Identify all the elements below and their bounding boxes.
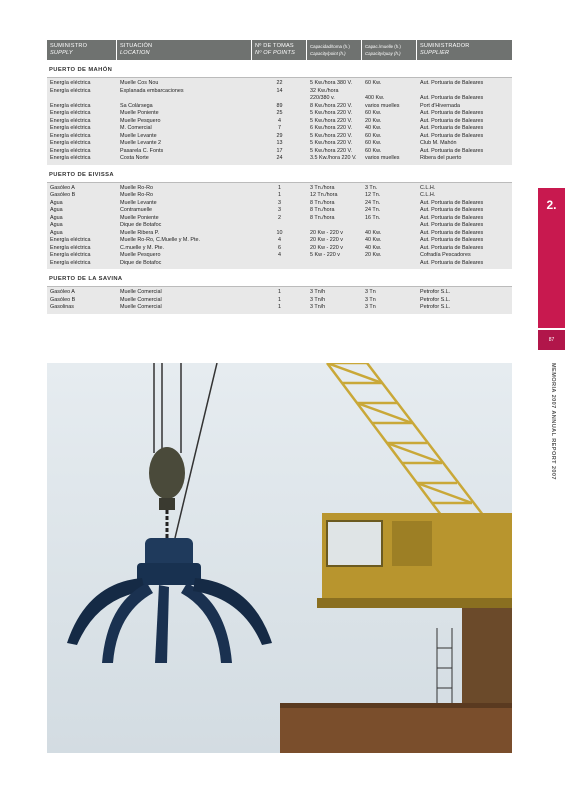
- crane-photo: [47, 363, 512, 753]
- table-row: [47, 260, 512, 268]
- table-row: [47, 237, 512, 245]
- table-cell: 14: [276, 87, 283, 94]
- table-cell: 40 Kw.: [365, 229, 382, 236]
- table-cell: 6 Kw./hora 220 V.: [310, 125, 353, 131]
- table-cell: varios muelles: [365, 102, 400, 109]
- table-cell: Aut. Portuaria de Baleares: [420, 214, 484, 221]
- table-row: [47, 155, 512, 163]
- table-row: [47, 192, 512, 200]
- table-cell: 60 Kw.: [365, 110, 382, 116]
- table-cell: Energía eléctrica: [50, 80, 91, 86]
- table-row: [47, 148, 512, 156]
- table-cell: 3: [278, 207, 281, 213]
- table-cell: 5 Kw./hora 380 V.: [310, 80, 353, 86]
- table-cell: [417, 88, 512, 96]
- header-supply: SUMINISTRO SUPPLY: [47, 40, 117, 60]
- table-row: [47, 110, 512, 118]
- table-header: [47, 40, 512, 60]
- table-cell: Energía eléctrica: [50, 102, 91, 109]
- table-row: [47, 289, 512, 297]
- table-cell: 10: [276, 229, 283, 236]
- table-cell: 3: [278, 199, 281, 206]
- table-cell: 24 Tn.: [365, 199, 381, 206]
- section-block: [47, 78, 512, 165]
- table-cell: 3 Tn/h: [310, 289, 326, 295]
- table-cell: 2: [278, 214, 281, 221]
- table-cell: Agua: [50, 222, 63, 228]
- table-cell: Contramuelle: [120, 207, 153, 213]
- table-row: [47, 207, 512, 215]
- table-cell: Muelle Levante: [120, 132, 157, 139]
- table-cell: Energía eléctrica: [50, 155, 91, 161]
- table-cell: Muelle Comercial: [120, 289, 162, 295]
- table-cell: 20 Kw - 220 v: [310, 229, 343, 236]
- chapter-tab: [538, 188, 565, 328]
- table-cell: 60 Kw.: [365, 140, 382, 146]
- table-cell: 3 Tn: [365, 304, 376, 310]
- table-row: [47, 297, 512, 305]
- table-cell: Aut. Portuaria de Baleares: [420, 80, 484, 86]
- table-cell: Petrofor S.L.: [420, 304, 451, 310]
- header-capacity-quay: Capac./muelle (h.) Capacity/quay (h.): [362, 40, 417, 60]
- table-cell: 20 Kw.: [365, 252, 382, 258]
- table-cell: Aut. Portuaria de Baleares: [420, 199, 484, 206]
- table-cell: Energía eléctrica: [50, 147, 91, 154]
- table-cell: 89: [276, 102, 283, 109]
- table-cell: 40 Kw.: [365, 125, 382, 131]
- table-cell: Aut. Portuaria de Baleares: [420, 222, 484, 228]
- table-cell: 60 Kw.: [365, 147, 382, 154]
- table-row: [47, 185, 512, 193]
- table-cell: 220/380 v.: [310, 95, 335, 101]
- table-cell: Muelle Ro-Ro: [120, 192, 153, 198]
- table-cell: Energía eléctrica: [50, 252, 91, 258]
- table-cell: 8 Tn./hora: [310, 199, 335, 206]
- table-row: [47, 103, 512, 111]
- table-cell: Port d'Hivernada: [420, 102, 460, 109]
- table-cell: Gasóleo A: [50, 289, 75, 295]
- table-row: [47, 252, 512, 260]
- section-title: PUERTO DE MAHÓN: [47, 60, 512, 78]
- table-cell: Muelle Comercial: [120, 296, 162, 303]
- section-title: PUERTO DE LA SAVINA: [47, 269, 512, 287]
- table-cell: Pasarela C. Fonts: [120, 147, 164, 154]
- table-cell: Aut. Portuaria de Baleares: [420, 207, 484, 213]
- table-cell: Aut. Portuaria de Baleares: [420, 132, 484, 139]
- table-cell: 5 Kw./hora 220 V.: [310, 110, 353, 116]
- table-cell: Gasóleo B: [50, 192, 76, 198]
- table-cell: 1: [278, 192, 281, 198]
- table-cell: Sa Colàrsega: [120, 102, 153, 109]
- table-cell: Aut. Portuaria de Baleares: [420, 95, 484, 101]
- table-cell: 20 Kw - 220 v: [310, 244, 343, 251]
- table-cell: [307, 260, 362, 268]
- table-row: [47, 215, 512, 223]
- table-row: [47, 95, 512, 103]
- table-cell: [117, 95, 252, 103]
- table-cell: Energía eléctrica: [50, 117, 91, 124]
- table-cell: Gasóleo B: [50, 296, 76, 303]
- table-cell: [362, 88, 417, 96]
- table-cell: M. Comercial: [120, 125, 152, 131]
- table-cell: 5 Kw./hora 220 V.: [310, 140, 353, 146]
- table-cell: 1: [278, 304, 281, 310]
- table-row: [47, 80, 512, 88]
- table-cell: 5 Kw./hora 220 V.: [310, 117, 353, 124]
- table-row: [47, 230, 512, 238]
- table-cell: 20 Kw.: [365, 117, 382, 124]
- page-number: 87: [538, 330, 565, 350]
- table-cell: Muelle Cos Nou: [120, 80, 159, 86]
- table-cell: Gasolinas: [50, 304, 74, 310]
- table-cell: 1: [278, 184, 281, 191]
- table-cell: 16 Tn.: [365, 214, 381, 221]
- table-cell: Petrofor S.L.: [420, 289, 451, 295]
- table-cell: Explanada embarcaciones: [120, 87, 184, 94]
- table-cell: Club M. Mahón: [420, 140, 457, 146]
- table-row: [47, 125, 512, 133]
- table-cell: Aut. Portuaria de Baleares: [420, 117, 484, 124]
- table-cell: Ribera del puerto: [420, 155, 462, 161]
- header-points: Nº DE TOMAS Nº OF POINTS: [252, 40, 307, 60]
- table-cell: C.muelle y M. Pte.: [120, 244, 165, 251]
- table-cell: 22: [276, 80, 283, 86]
- table-cell: Aut. Portuaria de Baleares: [420, 147, 484, 154]
- table-cell: 40 Kw.: [365, 237, 382, 243]
- table-cell: [307, 222, 362, 230]
- table-cell: Dique de Botafoc: [120, 259, 162, 266]
- table-cell: 60 Kw.: [365, 80, 382, 86]
- table-cell: Agua: [50, 229, 63, 236]
- table-cell: Aut. Portuaria de Baleares: [420, 125, 484, 131]
- table-cell: C.L.H.: [420, 184, 436, 191]
- table-row: [47, 200, 512, 208]
- table-cell: 17: [276, 147, 283, 154]
- table-cell: 12 Tn./hora: [310, 192, 338, 198]
- table-row: [47, 133, 512, 141]
- table-cell: 20 Kw - 220 v: [310, 237, 343, 243]
- table-cell: 12 Tn.: [365, 192, 381, 198]
- table-cell: Muelle Comercial: [120, 304, 162, 310]
- table-cell: C.L.H.: [420, 192, 436, 198]
- table-cell: [362, 222, 417, 230]
- table-cell: Muelle Poniente: [120, 214, 159, 221]
- table-cell: 8 Kw./hora 220 V.: [310, 102, 353, 109]
- table-cell: 25: [276, 110, 283, 116]
- table-cell: [362, 260, 417, 268]
- table-cell: Dique de Botafoc: [120, 222, 162, 228]
- table-cell: Muelle Ro-Ro: [120, 184, 153, 191]
- table-cell: 24 Tn.: [365, 207, 381, 213]
- table-cell: varios muelles: [365, 155, 400, 161]
- table-cell: Muelle Poniente: [120, 110, 159, 116]
- table-cell: Energía eléctrica: [50, 259, 91, 266]
- table-cell: 3 Tn./hora: [310, 184, 335, 191]
- table-cell: Energía eléctrica: [50, 110, 91, 116]
- table-cell: 3.5 Kw./hora 220 V.: [310, 155, 357, 161]
- header-capacity-point: Capacidad/toma (h.) Capacity/point (h.): [307, 40, 362, 60]
- table-cell: [252, 95, 307, 103]
- table-cell: 40 Kw.: [365, 244, 382, 251]
- table-cell: Aut. Portuaria de Baleares: [420, 259, 484, 266]
- table-cell: 5 Kw - 220 v: [310, 252, 340, 258]
- table-cell: 13: [276, 140, 283, 146]
- table-cell: Muelle Pesquero: [120, 117, 161, 124]
- table-cell: Energía eléctrica: [50, 132, 91, 139]
- table-cell: 8 Tn./hora: [310, 214, 335, 221]
- table-row: [47, 222, 512, 230]
- table-cell: 1: [278, 296, 281, 303]
- table-cell: Aut. Portuaria de Baleares: [420, 229, 484, 236]
- table-cell: Agua: [50, 207, 63, 213]
- chapter-number: 2.: [546, 198, 557, 212]
- table-cell: Muelle Levante: [120, 199, 157, 206]
- table-cell: Energía eléctrica: [50, 125, 91, 131]
- table-cell: Muelle Levante 2: [120, 140, 162, 146]
- table-cell: 3 Tn/h: [310, 296, 326, 303]
- table-row: [47, 118, 512, 126]
- table-cell: [252, 222, 307, 230]
- header-location: SITUACIÓN LOCATION: [117, 40, 252, 60]
- header-supplier: SUMINISTRADOR SUPPLIER: [420, 43, 470, 56]
- supply-table: [47, 40, 512, 314]
- section-block: [47, 287, 512, 314]
- table-cell: 29: [276, 132, 283, 139]
- table-cell: 32 Kw./hora: [310, 87, 339, 94]
- table-cell: Muelle Pesquero: [120, 252, 161, 258]
- report-title: MEMORIA 2007 ANNUAL REPORT 2007: [550, 363, 556, 480]
- table-cell: 3 Tn: [365, 289, 376, 295]
- table-cell: [47, 95, 117, 103]
- table-cell: Agua: [50, 214, 63, 221]
- table-cell: 3 Tn/h: [310, 304, 326, 310]
- table-cell: Costa Norte: [120, 155, 149, 161]
- table-cell: Muelle Ribera P.: [120, 229, 160, 236]
- table-cell: 8 Tn./hora: [310, 207, 335, 213]
- section-title: PUERTO DE EIVISSA: [47, 165, 512, 183]
- table-cell: Energía eléctrica: [50, 140, 91, 146]
- table-cell: Aut. Portuaria de Baleares: [420, 110, 484, 116]
- table-cell: 400 Kw.: [365, 95, 385, 101]
- table-cell: 4: [278, 252, 281, 258]
- table-cell: 6: [278, 244, 281, 251]
- table-row: [47, 245, 512, 253]
- table-cell: Energía eléctrica: [50, 244, 91, 251]
- table-cell: 24: [276, 155, 283, 161]
- table-cell: Energía eléctrica: [50, 237, 91, 243]
- table-cell: 5 Kw./hora 220 V.: [310, 132, 353, 139]
- table-row: [47, 304, 512, 312]
- table-cell: 4: [278, 237, 281, 243]
- table-cell: Gasóleo A: [50, 184, 75, 191]
- section-block: [47, 183, 512, 270]
- table-cell: 3 Tn: [365, 296, 376, 303]
- table-cell: 3 Tn.: [365, 184, 378, 191]
- table-cell: 60 Kw.: [365, 132, 382, 139]
- table-body: [47, 60, 512, 314]
- table-row: [47, 88, 512, 96]
- table-cell: 1: [278, 289, 281, 295]
- table-row: [47, 140, 512, 148]
- table-cell: Petrofor S.L.: [420, 296, 451, 303]
- table-cell: 7: [278, 125, 281, 131]
- table-cell: Agua: [50, 199, 63, 206]
- table-cell: Muelle Ro-Ro, C.Muelle y M. Pte.: [120, 237, 200, 243]
- table-cell: [252, 260, 307, 268]
- table-cell: Cofradía Pescadores: [420, 252, 471, 258]
- table-cell: 5 Kw./hora 220 V.: [310, 147, 353, 154]
- table-cell: Aut. Portuaria de Baleares: [420, 244, 484, 251]
- table-cell: Aut. Portuaria de Baleares: [420, 237, 484, 243]
- table-cell: Energía eléctrica: [50, 87, 91, 94]
- table-cell: 4: [278, 117, 281, 124]
